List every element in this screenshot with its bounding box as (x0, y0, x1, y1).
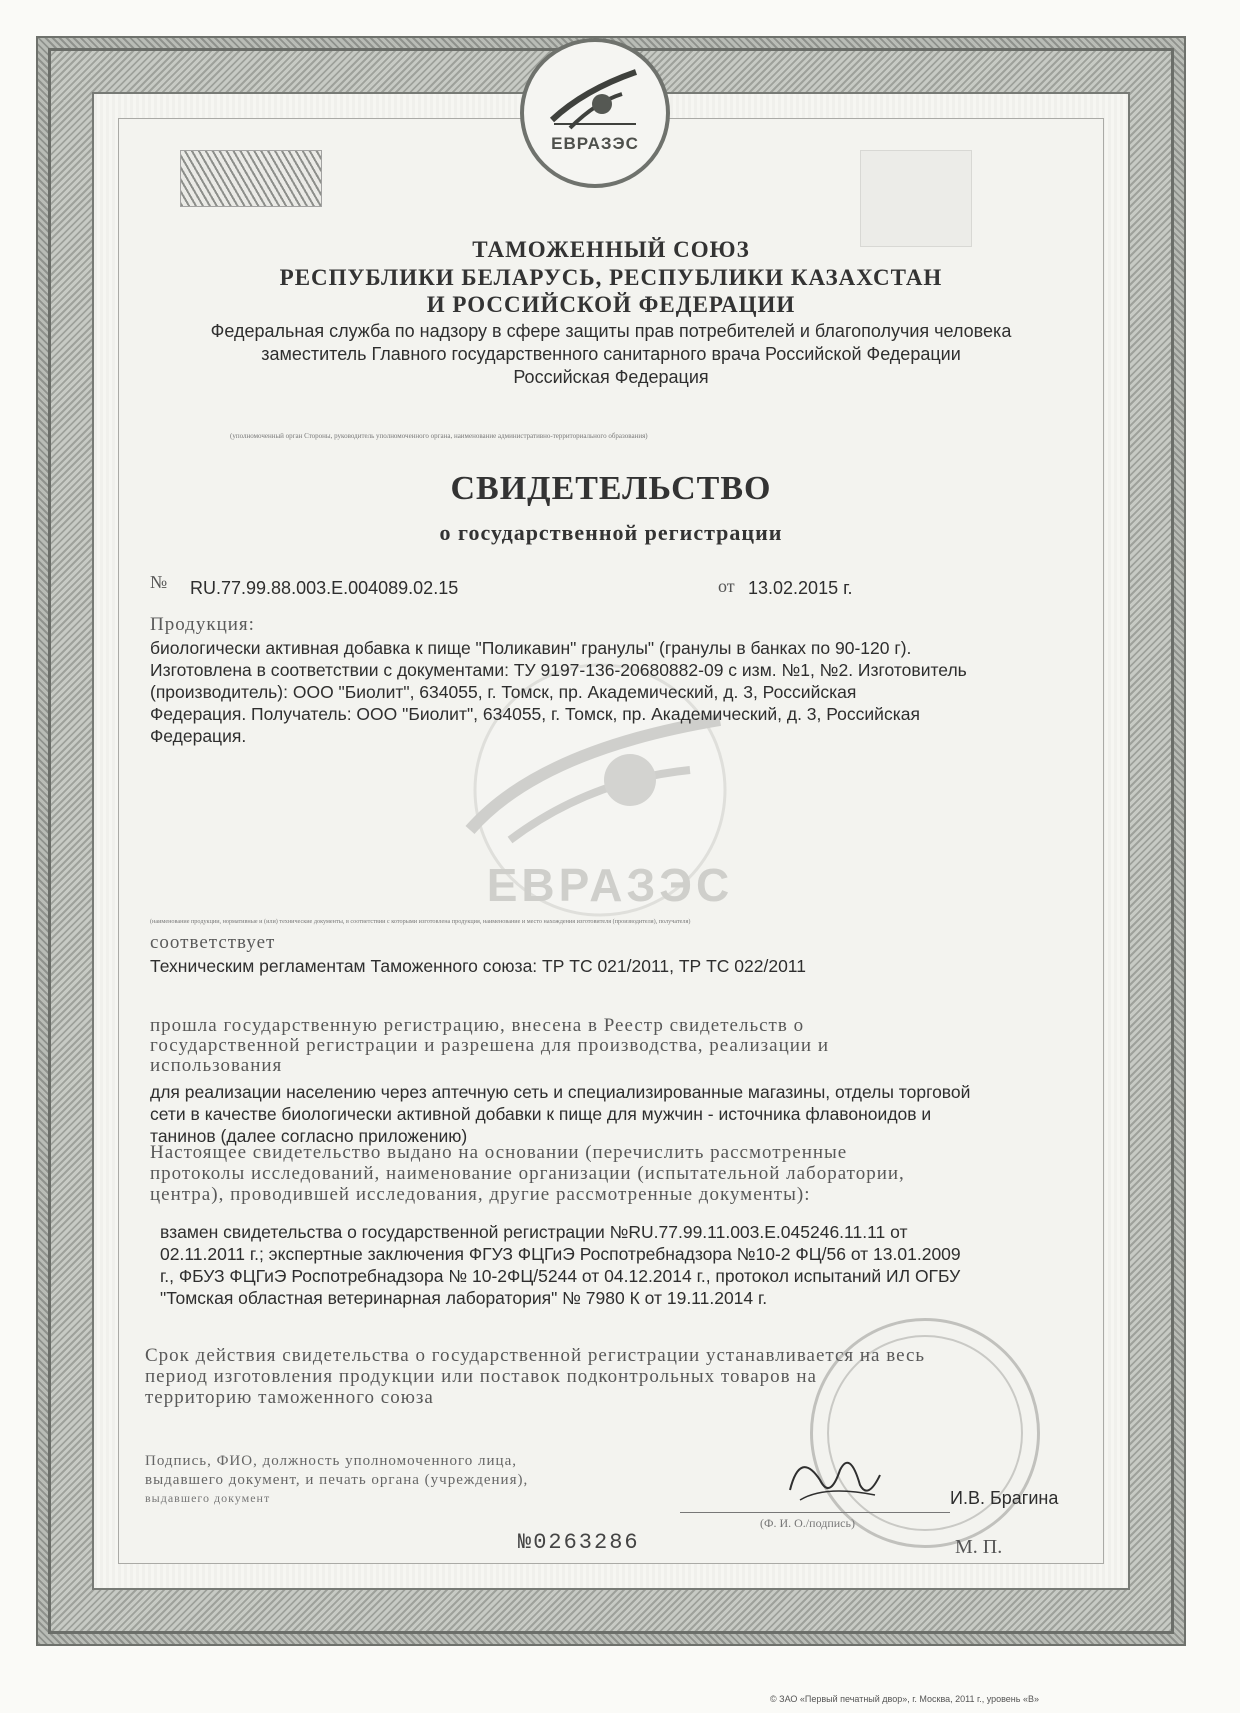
number-label: № (150, 572, 168, 592)
security-pattern (180, 150, 322, 207)
product-line-2: Изготовлена в соответствии с документами: ТУ 9197-136-20680882-09 с изм. №1, №2. Изготовитель (150, 660, 967, 680)
emblem-label: ЕВРАЗЭС (551, 134, 639, 153)
signature-caption-3: выдавшего документ (145, 1491, 271, 1505)
header-line-3: И РОССИЙСКОЙ ФЕДЕРАЦИИ (426, 292, 796, 317)
product-line-1: биологически активная добавка к пище "Поликавин" гранулы" (гранулы в банках по 90-120 г). (150, 638, 912, 658)
registration-date: 13.02.2015 г. (748, 578, 853, 598)
basis-line-1: Настоящее свидетельство выдано на основании (перечислить рассмотренные (150, 1142, 848, 1163)
signature-caption-1: Подпись, ФИО, должность уполномоченного лица, (145, 1453, 517, 1469)
signature-name-caption: (Ф. И. О./подпись) (760, 1516, 855, 1530)
product-line-3: (производитель): ООО "Биолит", 634055, г. Томск, пр. Академический, д. 3, Российская (150, 682, 857, 702)
authority-caption: (уполномоченный орган Стороны, руководитель уполномоченного органа, наименование административно-территориального образования) (230, 432, 648, 440)
signatory-name: И.В. Брагина (950, 1488, 1059, 1508)
watermark-label: ЕВРАЗЭС (486, 859, 734, 911)
replaces-line-2: 02.11.2011 г.; экспертные заключения ФГУЗ ФЦГиЭ Роспотребнадзора №10-2 ФЦ/56 от 13.01.2009 (160, 1244, 961, 1264)
conforms-label: соответствует (150, 932, 276, 953)
usage-line-1: для реализации населению через аптечную сеть и специализированные магазины, отделы торговой (150, 1082, 971, 1102)
validity-line-3: территорию таможенного союза (145, 1387, 434, 1408)
product-caption: (наименование продукции, нормативные и (или) технические документы, в соответствии с которыми изготовлена продукция, наименование и место нахождения изготовителя (производителя), получателя) (150, 918, 691, 925)
signature-caption-2: выдавшего документ, и печать органа (учреждения), (145, 1472, 529, 1488)
product-line-4: Федерация. Получатель: ООО "Биолит", 634055, г. Томск, пр. Академический, д. 3, Российская (150, 704, 920, 724)
basis-line-2: протоколы исследований, наименование организации (испытательной лаборатории, (150, 1163, 905, 1184)
document-title: СВИДЕТЕЛЬСТВО (450, 470, 772, 507)
eurasec-emblem (520, 38, 670, 188)
document-subtitle: о государственной регистрации (439, 520, 783, 545)
validity-line-2: период изготовления продукции или поставок подконтрольных товаров на (145, 1366, 817, 1387)
passed-line-1: прошла государственную регистрацию, внесена в Реестр свидетельств о (150, 1015, 805, 1036)
usage-line-2: сети в качестве биологически активной добавки к пище для мужчин - источника флавоноидов и (150, 1104, 932, 1124)
blank-area (860, 150, 972, 247)
seal-place-label: М. П. (955, 1536, 1003, 1558)
conforms-value: Техническим регламентам Таможенного союза: ТР ТС 021/2011, ТР ТС 022/2011 (150, 956, 806, 976)
date-label: от (718, 576, 735, 596)
form-number: №0263286 (518, 1530, 640, 1555)
passed-line-3: использования (150, 1055, 283, 1076)
registration-number: RU.77.99.88.003.E.004089.02.15 (190, 578, 459, 598)
agency-line-2: заместитель Главного государственного санитарного врача Российской Федерации (261, 344, 961, 364)
handwritten-signature (780, 1440, 890, 1520)
usage-line-3: танинов (далее согласно приложению) (150, 1126, 468, 1146)
eurasec-logo-icon (524, 42, 666, 184)
replaces-line-3: г., ФБУЗ ФЦГиЭ Роспотребнадзора № 10-2ФЦ/5244 от 04.12.2014 г., протокол испытаний ИЛ ОГБУ (160, 1266, 961, 1286)
product-label: Продукция: (150, 614, 255, 635)
basis-line-3: центра), проводившей исследования, другие рассмотренные документы): (150, 1184, 811, 1205)
agency-line-3: Российская Федерация (513, 367, 709, 387)
printer-imprint: © ЗАО «Первый печатный двор», г. Москва, 2011 г., уровень «В» (770, 1694, 1039, 1704)
header-line-1: ТАМОЖЕННЫЙ СОЮЗ (472, 237, 750, 262)
replaces-line-4: "Томская областная ветеринарная лаборатория" № 7980 К от 19.11.2014 г. (160, 1288, 768, 1308)
passed-line-2: государственной регистрации и разрешена для производства, реализации и (150, 1035, 830, 1056)
replaces-line-1: взамен свидетельства о государственной регистрации №RU.77.99.11.003.E.045246.11.11 от (160, 1222, 908, 1242)
header-line-2: РЕСПУБЛИКИ БЕЛАРУСЬ, РЕСПУБЛИКИ КАЗАХСТАН (279, 265, 943, 290)
signature-line (680, 1512, 950, 1513)
validity-line-1: Срок действия свидетельства о государственной регистрации устанавливается на весь (145, 1345, 926, 1366)
agency-line-1: Федеральная служба по надзору в сфере защиты прав потребителей и благополучия человека (210, 321, 1012, 341)
product-line-5: Федерация. (150, 726, 247, 746)
